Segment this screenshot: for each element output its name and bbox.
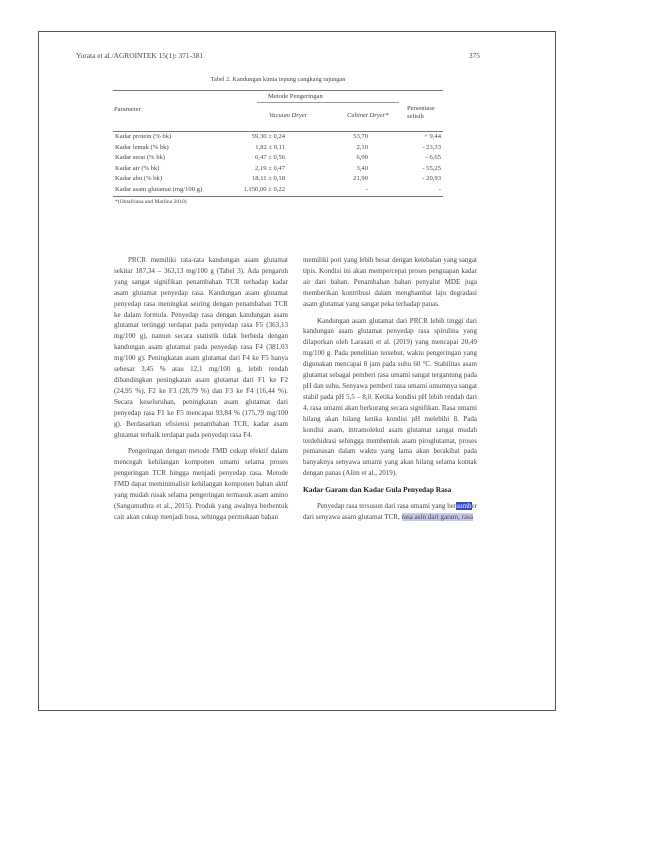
cell-percent: - 6,65 <box>425 154 441 162</box>
cell-parameter: Kadar lemak (% bk) <box>115 143 169 151</box>
cell-vacuum: 59,30 ± 0,24 <box>251 133 285 140</box>
header-cabinet-dryer: Cabinet Dryer* <box>347 112 389 119</box>
table-caption: Tabel 2. Kandungan kimia tepung cangkang rajungan <box>210 76 346 83</box>
paragraph-selected[interactable] <box>303 501 477 523</box>
table-bottom-rule <box>113 196 443 197</box>
page-number: 375 <box>468 51 480 60</box>
table-footnote: *(Oktafriana and Marlina 2010) <box>115 198 187 205</box>
table-row <box>113 164 443 175</box>
cell-parameter: Kadar air (% bk) <box>115 164 160 172</box>
header-method: Metode Pengeringan <box>268 93 323 100</box>
running-header <box>76 51 480 60</box>
selection-cursor-highlight[interactable]: sumb <box>456 502 472 511</box>
cell-cabinet: 2,10 <box>356 143 368 151</box>
cell-parameter: Kadar asam glutamat (mg/100 g) <box>115 185 203 193</box>
cell-percent: - 20,93 <box>422 175 441 183</box>
paragraph: PRCR memiliki rata-rata kandungan asam glutamat sekitar 187,34 – 363,13 mg/100 g (Tabel 3). Ada pengaruh yang sangat signifikan penambahan TCR terhadap kadar asam glutamat penyedap rasa. Kandungan asam glutamat penyedap rasa meningkat seiring dengan penambahan TCR ke dalam formula. Penyedap rasa dengan kandungan asam glutamat tertinggi terdapat pada penyedap rasa F5 (363,13 mg/100 g), namun secara statistik tidak berbeda dengan kandungan asam glutamat pada penyedap rasa F4 (381,03 mg/100 g). Peningkatan asam glutamat dari F4 ke F5 hanya sebesar 3,45 % atau 12,1 mg/100 g, lebih rendah dibandingkan peningkatan asam glutamat dari F1 ke F2 (24,95 %), F2 ke F3 (28,79 %) dan F3 ke F4 (16,44 %). Secara keseluruhan, peningkatan asam glutamat dari penyedap rasa F1 ke F5 mencapai 93,84 % (175,79 mg/100 g). Berdasarkan efisiensi penambahan TCR, kadar asam glutamat terbaik terdapat pada penyedap rasa F4. <box>114 256 288 439</box>
text-run: glutamat TCR, <box>358 513 402 522</box>
header-method-rule <box>257 102 399 103</box>
header-vacuum-dryer: Vacuum Dryer <box>269 112 308 119</box>
header-percent-difference: Persentase selisih <box>407 105 435 120</box>
table-row <box>113 174 443 185</box>
cell-parameter: Kadar serat (% bk) <box>115 154 165 162</box>
cell-vacuum: 1,82 ± 0,11 <box>255 143 285 151</box>
table-row <box>113 185 443 196</box>
table-row <box>113 143 443 154</box>
cell-cabinet: - <box>365 185 368 193</box>
cell-vacuum: 1.150,00 ± 0,22 <box>243 185 285 193</box>
table-row <box>113 153 443 164</box>
cell-cabinet: 53,70 <box>353 133 368 140</box>
cell-vacuum: 18,11 ± 0,18 <box>251 175 285 183</box>
cell-percent: - 55,25 <box>422 164 441 172</box>
cell-cabinet: 21,90 <box>353 175 368 183</box>
cell-parameter: Kadar protein (% bk) <box>115 133 172 140</box>
cell-percent: - 23,33 <box>422 143 441 151</box>
cell-vacuum: 6,47 ± 0,56 <box>255 154 285 162</box>
right-text-column <box>303 255 477 529</box>
header-parameter: Parameter <box>114 106 141 113</box>
table-row <box>113 132 443 143</box>
cell-parameter: Kadar abu (% bk) <box>115 175 163 183</box>
cell-vacuum: 2,19 ± 0,47 <box>255 164 285 172</box>
cell-percent: + 9,44 <box>424 133 441 140</box>
journal-citation: Yorata et al./AGROINTEK 15(1): 371-381 <box>76 51 204 60</box>
left-text-column <box>114 255 288 529</box>
section-heading: Kadar Garam dan Kadar Gula Penyedap Rasa <box>303 485 452 495</box>
chemical-content-table <box>113 90 443 205</box>
text-run: er dari senyawa asam <box>303 502 477 522</box>
cell-percent: - <box>438 185 441 193</box>
paragraph: Kandungan asam glutamat dari PRCR lebih tinggi dari kandungan asam glutamat penyedap rasa spirulina yang dilaporkan oleh Larasati et al. (2019) yang mencapai 20,49 mg/100 g. Pada penelitian tersebut, waktu pengeringan yang digunakan mencapai 8 jam pada suhu 60 °C. Stabilitas asam glutamat sebagai pemberi rasa umami sangat tergantung pada pH dan suhu. Senyawa pemberi rasa umami umumnya sangat stabil pada pH 5,5 – 8,0. Ketika kondisi pH lebih rendah dari 4, rasa umami akan berkurang secara signifikan. Rasa umami hilang akan hilang ketika kondisi pH melebihi 8. Pada kondisi asam, intramolekul asam glutamat sangat mudah terdehidrasi sehingga membentuk asam piroglutamat, proses pemanasan dalam waktu yang lama akan berakibat pada banyaknya senyawa umami yang akan hilang selama kontak dengan panas (Alim et al., 2019). <box>303 316 477 478</box>
text-selection-highlight[interactable]: rasa asin dari garam, rasa <box>401 513 473 522</box>
cell-cabinet: 3,40 <box>356 164 368 172</box>
cell-cabinet: 6,90 <box>356 154 368 162</box>
paragraph: memiliki pori yang lebih besar dengan ketebalan yang sangat tipis. Kondisi ini akan mempercepat proses penguapan kadar air dari bahan. Penambahan bahan penyalut MDE juga memberikan kontribusi dalam menghambat laju degradasi asam glutamat yang sangat peka terhadap panas. <box>303 256 477 308</box>
text-run: Penyedap rasa tersusun dari rasa umami yang ber <box>317 502 457 511</box>
table-header <box>113 91 443 131</box>
paragraph: Pengeringan dengan metode FMD cukup efektif dalam mencegah kehilangan komponen umami selama proses pengeringan TCR hingga menjadi penyedap rasa. Metode FMD dapat meminimalisir kehilangan komponen bahan aktif yang mudah rusak selama pengeringan termasuk asam amino (Sangumuthra et al., 2015). Produk yang awalnya berbentuk cair akan cukup menjadi busa, sehingga permukaan bahan <box>114 447 288 521</box>
